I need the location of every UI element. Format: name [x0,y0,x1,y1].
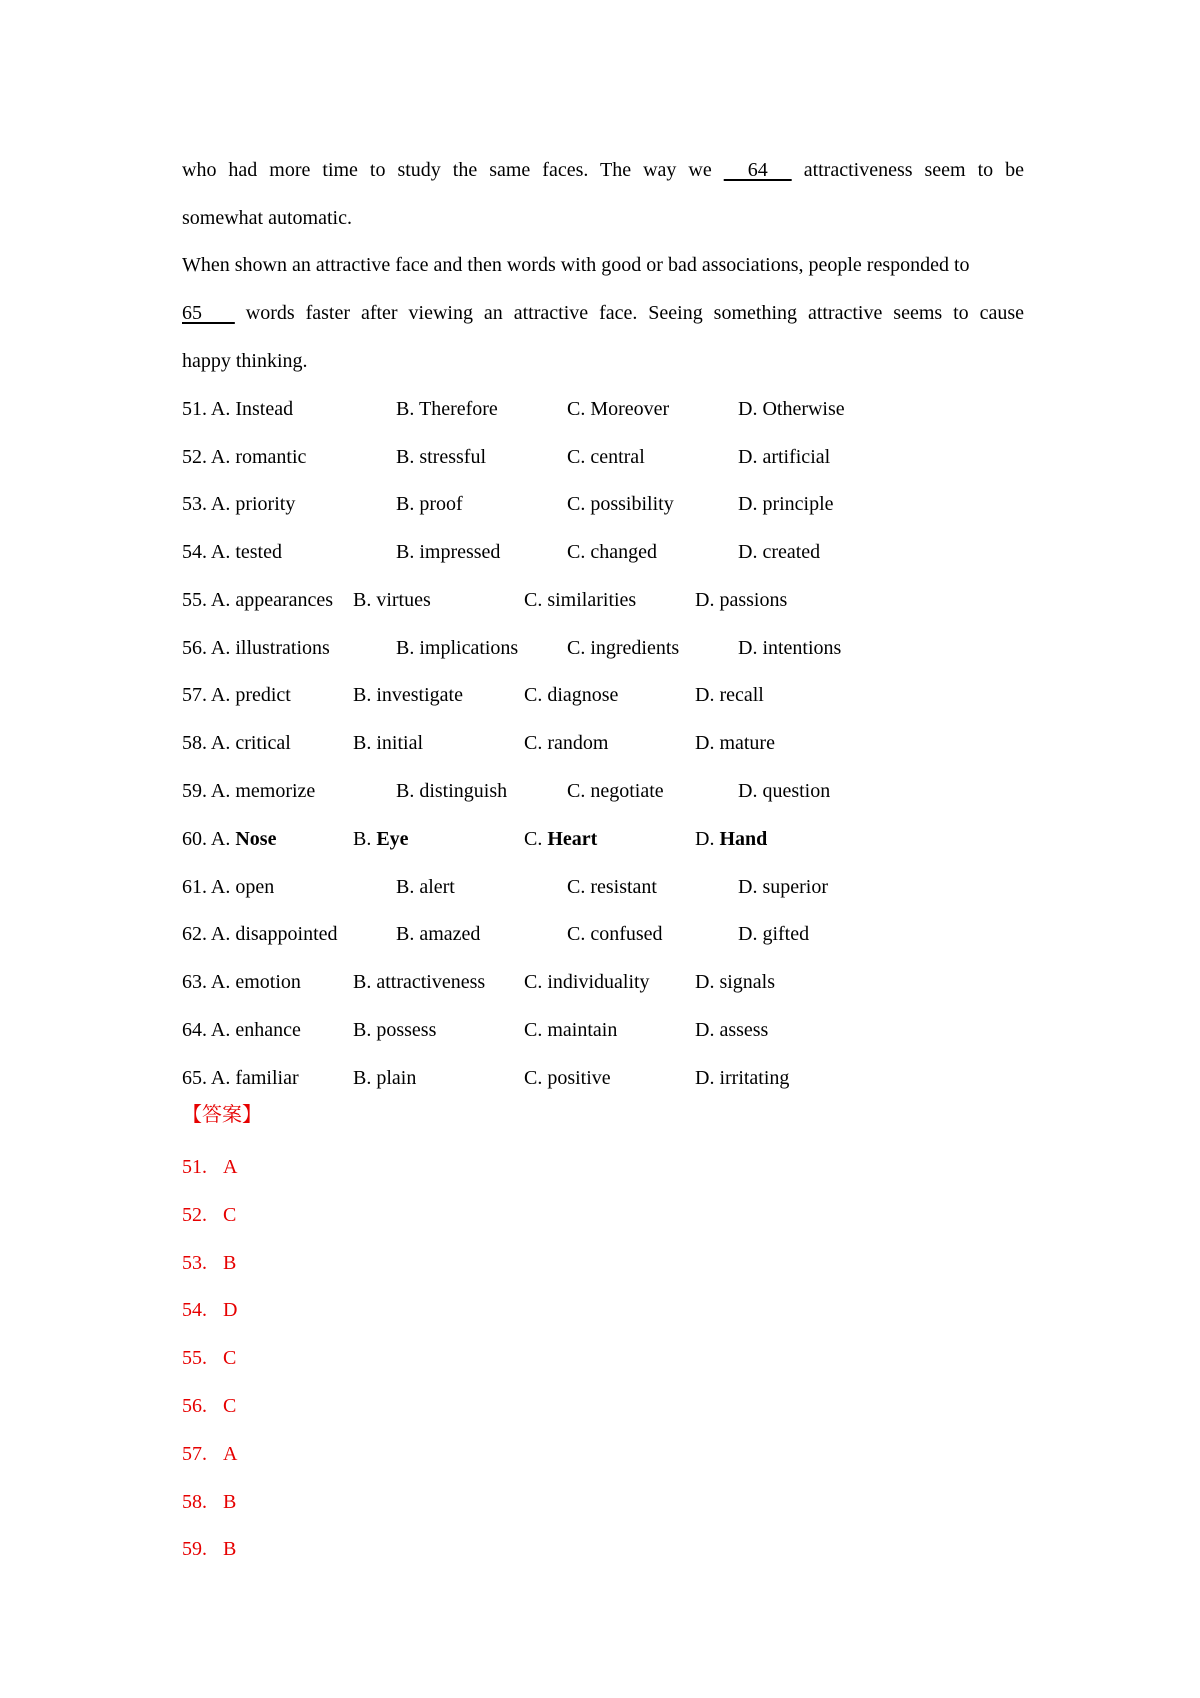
option-a: 51. A. Instead [182,398,294,420]
blank-64: 64 [723,159,792,181]
option-d: D. gifted [738,923,810,945]
blank-65: 65 [182,302,235,324]
passage-line-1 [182,158,1024,182]
option-c: C. ingredients [567,637,680,659]
passage-text: attractiveness seem to be [803,159,1025,181]
option-word: Hand [719,828,768,850]
answer-letter: A [223,1443,238,1465]
option-b: B. amazed [396,923,481,945]
answer-number: 57. [182,1443,207,1465]
option-b: B. alert [396,876,455,898]
option-a: 65. A. familiar [182,1067,299,1089]
option-b: B. implications [396,637,519,659]
answer-item [182,1251,236,1275]
option-prefix: C. [524,828,548,850]
option-a: 62. A. disappointed [182,923,338,945]
option-prefix: D. [695,828,720,850]
answer-letter: B [223,1538,237,1560]
option-b: B. virtues [353,589,431,611]
option-c: C. random [524,732,609,754]
passage-line-5: happy thinking. [182,350,308,372]
option-c: C. changed [567,541,657,563]
answer-letter: B [223,1252,237,1274]
option-a: 61. A. open [182,876,275,898]
answer-item [182,1394,236,1418]
answer-item [182,1442,237,1466]
option-c: C. resistant [567,876,657,898]
option-a: 55. A. appearances [182,589,334,611]
option-c: C. possibility [567,493,674,515]
answer-item [182,1490,236,1514]
option-b: B. stressful [396,446,486,468]
option-c: C. diagnose [524,684,619,706]
option-c: C. similarities [524,589,637,611]
option-c: C. individuality [524,971,650,993]
passage-line-2: somewhat automatic. [182,207,352,229]
option-b: B. proof [396,493,463,515]
option-b: B. distinguish [396,780,508,802]
answer-letter: C [223,1395,237,1417]
passage-text: words faster after viewing an attractive face. Seeing something attractive seems to cause [245,302,1025,324]
option-c [524,827,597,851]
option-d: D. intentions [738,637,842,659]
answer-number: 56. [182,1395,207,1417]
option-b: B. initial [353,732,423,754]
option-prefix: 60. A. [182,828,236,850]
option-c: C. maintain [524,1019,618,1041]
option-a: 56. A. illustrations [182,637,330,659]
answer-item [182,1346,236,1370]
answer-letter: C [223,1204,237,1226]
answer-number: 59. [182,1538,207,1560]
passage-line-4 [182,301,1024,325]
option-b [353,827,409,851]
option-d: D. irritating [695,1067,790,1089]
option-d: D. principle [738,493,834,515]
option-a: 57. A. predict [182,684,291,706]
option-word: Heart [547,828,598,850]
passage-line-3: When shown an attractive face and then words with good or bad associations, people responded to [182,254,970,276]
option-d: D. superior [738,876,828,898]
option-b: B. impressed [396,541,501,563]
option-a: 59. A. memorize [182,780,316,802]
option-d: D. created [738,541,821,563]
answer-item [182,1537,236,1561]
option-d: D. Otherwise [738,398,845,420]
answer-number: 52. [182,1204,207,1226]
option-d: D. recall [695,684,764,706]
option-a: 54. A. tested [182,541,282,563]
option-c: C. confused [567,923,663,945]
answer-item [182,1203,236,1227]
option-c: C. negotiate [567,780,664,802]
option-d: D. question [738,780,831,802]
answer-letter: B [223,1491,237,1513]
answer-number: 55. [182,1347,207,1369]
answer-heading: 【答案】 [182,1104,262,1126]
answer-letter: A [223,1156,238,1178]
answer-letter: C [223,1347,237,1369]
option-d: D. artificial [738,446,831,468]
option-a: 64. A. enhance [182,1019,301,1041]
answer-number: 53. [182,1252,207,1274]
answer-item [182,1155,237,1179]
option-b: B. attractiveness [353,971,486,993]
option-a: 53. A. priority [182,493,296,515]
option-word: Eye [376,828,409,850]
answer-number: 51. [182,1156,207,1178]
option-b: B. Therefore [396,398,498,420]
option-d [695,827,767,851]
option-a: 63. A. emotion [182,971,301,993]
option-d: D. signals [695,971,775,993]
option-c: C. positive [524,1067,611,1089]
passage-text: who had more time to study the same faces. The way we [182,159,712,181]
option-d: D. passions [695,589,788,611]
option-c: C. central [567,446,645,468]
option-b: B. possess [353,1019,437,1041]
option-b: B. plain [353,1067,417,1089]
answer-letter: D [223,1299,238,1321]
answer-item [182,1298,237,1322]
option-c: C. Moreover [567,398,670,420]
option-d: D. mature [695,732,775,754]
option-a: 58. A. critical [182,732,291,754]
option-b: B. investigate [353,684,463,706]
option-a [182,827,276,851]
answer-number: 54. [182,1299,207,1321]
option-prefix: B. [353,828,377,850]
option-d: D. assess [695,1019,769,1041]
option-word: Nose [235,828,277,850]
answer-number: 58. [182,1491,207,1513]
option-a: 52. A. romantic [182,446,307,468]
